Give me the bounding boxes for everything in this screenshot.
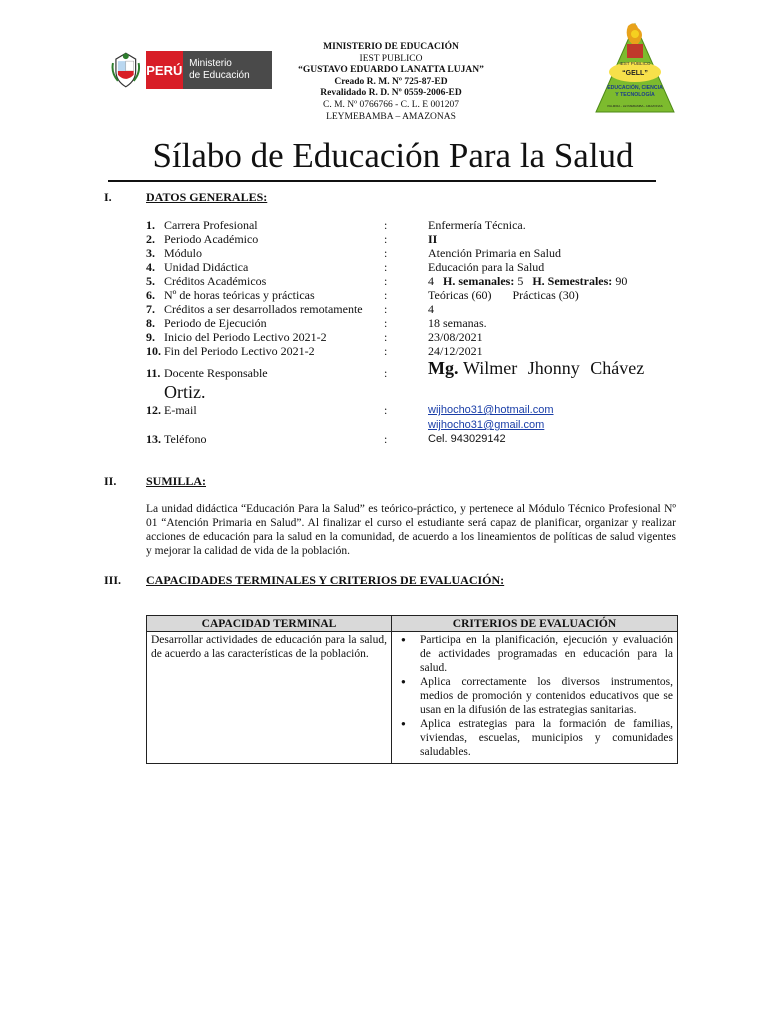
semestrales-label: H. Semestrales:: [532, 274, 613, 288]
datos-row: [146, 403, 686, 417]
datos-row: [146, 246, 686, 260]
row-label: Créditos a ser desarrollados remotamente: [164, 302, 363, 316]
docente-name-last: Ortiz.: [164, 382, 206, 402]
row-colon: :: [384, 232, 388, 246]
row-value: Cel. 943029142: [428, 433, 506, 445]
table-row: [147, 632, 678, 764]
capacidades-table: [146, 615, 678, 764]
row-label: Unidad Didáctica: [164, 260, 249, 274]
row-number: 3.: [146, 246, 155, 260]
row-colon: :: [384, 260, 388, 274]
datos-row: [146, 288, 686, 302]
criterios-cell: [392, 632, 678, 764]
header-capacidad: CAPACIDAD TERMINAL: [147, 616, 392, 632]
ministerio-label: [183, 51, 272, 89]
datos-row: [146, 344, 686, 358]
header-line: MINISTERIO DE EDUCACIÓN: [323, 42, 459, 52]
datos-row: [146, 218, 686, 232]
ministerio-logo: [110, 50, 272, 90]
logo-motto-2: Y TECNOLOGÍA: [615, 92, 655, 98]
list-item: ● Aplica correctamente los diversos instrumentos, medios de promoción y contenidos educativos que se usan en la difusión de las estrategias sanitarias.: [420, 675, 673, 717]
row-number: 1.: [146, 218, 155, 232]
page-title: Sílabo de Educación Para la Salud: [152, 136, 634, 175]
row-label: Inicio del Periodo Lectivo 2021-2: [164, 330, 327, 344]
row-number: 6.: [146, 288, 155, 302]
sumilla-paragraph: La unidad didáctica “Educación Para la Salud” es teórico-práctico, y pertenece al Módulo Técnico Profesional Nº 01 “Atención Primaria en Salud”. Al finalizar el curso el estudiante será capaz de planificar, organizar y realizar acciones de educación para la salud en la comunidad, de acuerdo a los lineamientos de políticas de salud vigentes y mejorar la calidad de vida de la población.: [146, 503, 676, 557]
row-value: 24/12/2021: [428, 344, 483, 358]
row-value: Educación para la Salud: [428, 260, 545, 274]
institute-logo: [594, 22, 676, 114]
row-colon: :: [384, 403, 388, 417]
datos-row: [146, 260, 686, 274]
logo-place-text: PALMIRA - LEYMEBAMBA - AMAZONAS: [607, 104, 663, 108]
list-item: ● Aplica estrategias para la formación de familias, viviendas, escuelas, municipios y comunidades saludables.: [420, 717, 673, 759]
row-number: 11.: [146, 366, 161, 380]
logo-top-text: IEST PÚBLICO: [619, 61, 651, 66]
section-1-heading: DATOS GENERALES:: [146, 190, 268, 204]
criterios-list: [396, 633, 673, 759]
table-header-row: [147, 616, 678, 632]
section-1-number: I.: [104, 190, 112, 204]
row-colon: :: [384, 288, 388, 302]
peru-label: PERÚ: [146, 51, 184, 89]
row-value: 18 semanas.: [428, 316, 487, 330]
row-number: 12.: [146, 403, 161, 417]
row-colon: :: [384, 432, 388, 446]
row-label: Periodo de Ejecución: [164, 316, 267, 330]
row-number: 13.: [146, 432, 161, 446]
docente-name-first: Wilmer Jhonny Chávez: [463, 358, 645, 378]
datos-row: [146, 418, 686, 432]
row-value: Enfermería Técnica.: [428, 218, 526, 232]
header-line: Revalidado R. D. Nº 0559-2006-ED: [320, 88, 462, 99]
semanales-label: H. semanales:: [443, 274, 515, 288]
row-label: Fin del Periodo Lectivo 2021-2: [164, 344, 315, 358]
list-item: ● Participa en la planificación, ejecución y evaluación de actividades programadas en educación para la salud.: [420, 633, 673, 675]
docente-title: Mg.: [428, 358, 459, 378]
datos-row: [146, 316, 686, 330]
ministerio-line-2: de Educación: [189, 70, 250, 81]
row-value: [428, 274, 627, 288]
datos-row: [146, 302, 686, 316]
row-number: 8.: [146, 316, 155, 330]
row-colon: :: [384, 330, 388, 344]
row-number: 2.: [146, 232, 155, 246]
row-colon: :: [384, 316, 388, 330]
row-label: Créditos Académicos: [164, 274, 267, 288]
docente-name: [428, 358, 644, 379]
row-value: II: [428, 232, 438, 246]
row-colon: :: [384, 302, 388, 316]
row-label: Nº de horas teóricas y prácticas: [164, 288, 315, 302]
row-label: Docente Responsable: [164, 366, 268, 380]
creditos-value: 4: [428, 274, 434, 288]
row-value: 23/08/2021: [428, 330, 483, 344]
row-number: 7.: [146, 302, 155, 316]
semestrales-value: 90: [615, 274, 628, 288]
institution-header: [278, 42, 504, 123]
datos-row: [146, 432, 686, 446]
header-line: LEYMEBAMBA – AMAZONAS: [326, 111, 456, 122]
section-2-heading: SUMILLA:: [146, 474, 207, 488]
row-colon: :: [384, 366, 388, 380]
title-underline: [108, 180, 656, 182]
section-2-number: II.: [104, 474, 117, 488]
datos-row: [146, 232, 686, 246]
row-label: Carrera Profesional: [164, 218, 258, 232]
row-value: Atención Primaria en Salud: [428, 246, 561, 260]
row-value: 4: [428, 302, 434, 316]
section-3-number: III.: [104, 573, 122, 587]
row-label: Módulo: [164, 246, 203, 260]
email-link-1[interactable]: wijhocho31@hotmail.com: [428, 404, 554, 416]
logo-name-text: “GELL”: [622, 70, 648, 77]
datos-row: [146, 330, 686, 344]
semanales-value: 5: [517, 274, 524, 288]
email-link-2[interactable]: wijhocho31@gmail.com: [428, 419, 545, 431]
datos-row: [146, 274, 686, 288]
header-criterios: CRITERIOS DE EVALUACIÓN: [392, 616, 678, 632]
section-3-heading: CAPACIDADES TERMINALES Y CRITERIOS DE EVALUACIÓN:: [146, 573, 505, 587]
capacidad-cell: Desarrollar actividades de educación para la salud, de acuerdo a las características de la población.: [147, 632, 392, 764]
row-number: 9.: [146, 330, 155, 344]
row-number: 5.: [146, 274, 155, 288]
row-colon: :: [384, 246, 388, 260]
header-line: IEST PUBLICO: [359, 53, 423, 64]
header-line: C. M. Nº 0766766 - C. L. E 001207: [323, 99, 459, 110]
row-label: Periodo Académico: [164, 232, 259, 246]
peru-coat-of-arms-icon: [110, 51, 142, 89]
row-colon: :: [384, 218, 388, 232]
row-value: [428, 288, 579, 302]
row-colon: :: [384, 274, 388, 288]
row-colon: :: [384, 344, 388, 358]
ministerio-line-1: Ministerio: [189, 58, 232, 69]
practicas-value: Prácticas (30): [512, 288, 579, 302]
row-label: Teléfono: [164, 432, 207, 446]
teoricas-value: Teóricas (60): [428, 288, 492, 302]
logo-motto-1: EDUCACIÓN, CIENCIA: [607, 85, 663, 91]
row-number: 10.: [146, 344, 161, 358]
header-line: “GUSTAVO EDUARDO LANATTA LUJAN”: [298, 65, 484, 76]
row-number: 4.: [146, 260, 155, 274]
header-line: Creado R. M. Nº 725-87-ED: [334, 76, 448, 87]
row-label: E-mail: [164, 403, 197, 417]
